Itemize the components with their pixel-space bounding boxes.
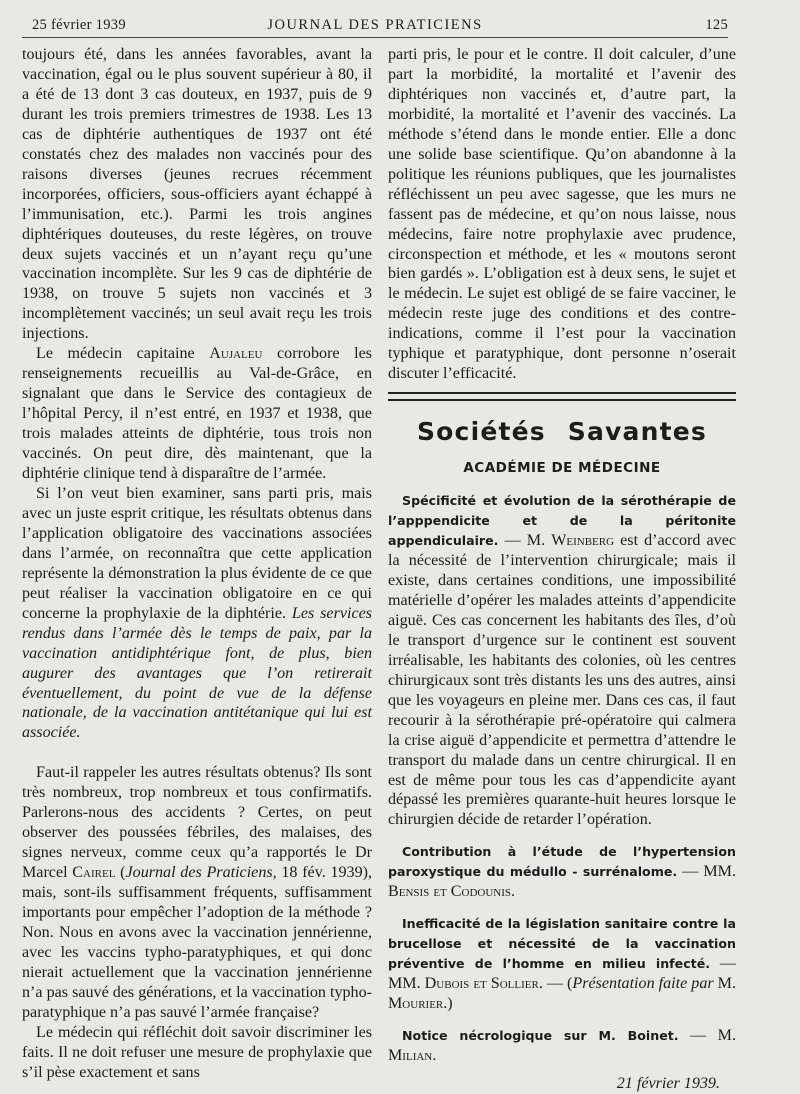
paragraph: Si l’on veut bien examiner, sans parti pris, mais avec un juste esprit critique, les résultats obtenus dans l’application obligatoire des vaccinations associées dans l’armée, on reconnaîtra que cette application représente la démonstration la plus évidente de ce que peut réaliser la vaccination obligatoire en ce qui concerne la prophylaxie de la diphtérie. Les services rendus dans l’armée dès le temps de paix, par la vaccination antidiphtérique font, de plus, bien augurer des avantages que l’on retirerait éventuellement, du point de vue de la défense nationale, de la vaccination antitétanique qui lui est associée. [22,484,372,742]
session-entry: Contribution à l’étude de l’hypertension paroxystique du médullo - surrénalome. — MM. Bensis et Codounis. [388,844,736,901]
section-divider [388,392,736,401]
right-column [388,45,736,1094]
paragraph: Le médecin qui réfléchit doit savoir discriminer les faits. Il ne doit refuser une mesure de prophylaxie que s’il pèse exactement et sans [22,1023,372,1081]
journal-reference: Journal des Praticiens, [125,864,277,882]
author-name: Mourier. [388,995,448,1013]
entry-title: Spécificité et évolution de la sérothérapie de l’apppendicite et de la péritonite appendiculaire. [388,493,736,549]
paragraph: Le médecin capitaine Aujaleu corrobore les renseignements recueillis au Val-de-Grâce, en signalant que dans le Service des contagieux de l’hôpital Percy, il n’est entré, en 1937 et 1938, que trois malades atteints de diphtérie, tous trois non vaccinés. On peut dire, dès maintenant, que la diphtérie clinique tend à disparaître de l’armée. [22,345,373,483]
author-name: Cairel [72,864,116,882]
entry-title: Notice nécrologique sur M. Boinet. [402,1027,679,1043]
page-header [22,14,728,36]
entry-title: Contribution à l’étude de l’hypertension paroxystique du médullo - surrénalome. [388,844,736,880]
page-number: 125 [705,17,728,33]
author-name: Weinberg [551,532,615,550]
journal-title: JOURNAL DES PRATICIENS [267,17,483,33]
header-rule [22,37,728,38]
paragraph: Faut-il rappeler les autres résultats obtenus? Ils sont très nombreux, trop nombreux et tous confirmatifs. Parlerons-nous des accidents ? Certes, on peut observer des poussées fébriles, des malaises, des signes nerveux, comme ceux qu’a rapportés le Dr Marcel Cairel (Journal des Praticiens, 18 fév. 1939), mais, sont-ils suffisamment fréquents, suffisamment importants pour empêcher l’adoption de la méthode ? Non. Nous en avons avec la vaccination jennérienne, avec les vaccins typho-paratyphiques, et qui donc nierait actuellement que la vaccination jennérienne n’a pas sauvé des générations, et la vaccination typho-paratyphique n’a pas sauvé l’armée française? [22,764,373,1021]
paragraph: parti pris, le pour et le contre. Il doit calculer, d’une part la morbidité, la mortalité et l’avenir des diphtériques non vaccinés et, d’autre part, la morbidité, la mortalité et l’avenir des vaccinés. La méthode s’étend dans le monde entier. Elle a donc une solide base scientifique. Qu’on abandonne à la politique les réunions publiques, que les journalistes réfléchissent un peu avec sagesse, que les murs ne fassent pas de médecine, et qu’on nous laisse, nous médecins, faire notre prophylaxie avec prudence, circonspection et méthode, et les « moutons seront bien gardés ». L’obligation est à deux sens, le sujet et le médecin. Le sujet est obligé de se faire vacciner, le médecin reste juge des conditions et des contre-indications, comme il l’est pour la vaccination typhique et paratyphique, dont personne n’oserait discuter l’efficacité. [388,46,736,383]
issue-date: 25 février 1939 [32,17,126,33]
session-entry: Spécificité et évolution de la sérothérapie de l’apppendicite et de la péritonite appendiculaire. — M. Weinberg est d’accord avec la nécessité de l’intervention chirurgicale; mais il existe, dans certaines conditions, une impossibilité matérielle d’opérer les malades atteints d’appendicite aiguë. Ces cas concernent les habitants des îles, d’où le transport d’urgence sur le continent est souvent irréalisable, les habitants des colonies, où les centres chirurgicaux sont très distants les uns des autres, ainsi que les voyageurs en pleine mer. Dans ces cas, il faut recourir à la sérothérapie pré-opératoire qui calmera la crise aiguë d’appendicite et permettra d’attendre le transport du malade dans un centre chirurgical. Il en est de même pour tous les cas d’appendicite ayant dépassé les premières quarante-huit heures lorsque le chirurgien décide de retarder l’opération. [388,493,737,829]
author-name: Milian. [388,1046,437,1064]
academy-heading: ACADÉMIE DE MÉDECINE [463,460,661,477]
author-name: Dubois et Sollier. [424,975,543,993]
entry-title: Inefficacité de la législation sanitaire contre la brucellose et nécessité de la vaccination préventive de l’homme en milieu infecté. [388,916,736,972]
paragraph: toujours été, dans les années favorables, avant la vaccination, égal ou le plus souvent supérieur à 80, il a été de 13 dont 3 cas douteux, en 1937, puis de 9 durant les trois premiers trimestres de 1938. Les 13 cas de diphtérie authentiques de 1937 ont été constatés chez des malades non vaccinés pour des raisons diverses (jeunes recrues récemment incorporées, officiers, sous-officiers ayant échappé à l’immunisation, etc.). Parmi les trois angines diphtériques douteuses, du reste légères, on trouve deux sujets vaccinés et un n’ayant reçu qu’une vaccination incomplète. Sur les 9 cas de diphtérie de 1938, on trouve 5 sujets non vaccinés et 3 incomplètement vaccinés; un seul avait reçu les trois injections. [22,46,372,343]
signoff-date: 21 février 1939. [616,1074,720,1092]
left-column [22,45,372,1083]
emphasis-text: Les services rendus dans l’armée dès le temps de paix, par la vaccination antidiphtérique font, de plus, bien augurer des avantages que l’on retirerait éventuellement, du point de vue de la défense nationale, de la vaccination antitétanique qui lui est associée. [22,604,372,742]
author-name: Aujaleu [209,345,263,363]
session-entry: Notice nécrologique sur M. Boinet. — M. Milian. [388,1026,736,1064]
section-title: Sociétés Savantes [416,417,708,447]
author-name: Bensis et Codounis. [388,883,516,901]
session-entry: Inefficacité de la législation sanitaire contre la brucellose et nécessité de la vaccination préventive de l’homme en milieu infecté. — MM. Dubois et Sollier. — (Présentation faite par M. Mourier.) [388,916,736,1013]
